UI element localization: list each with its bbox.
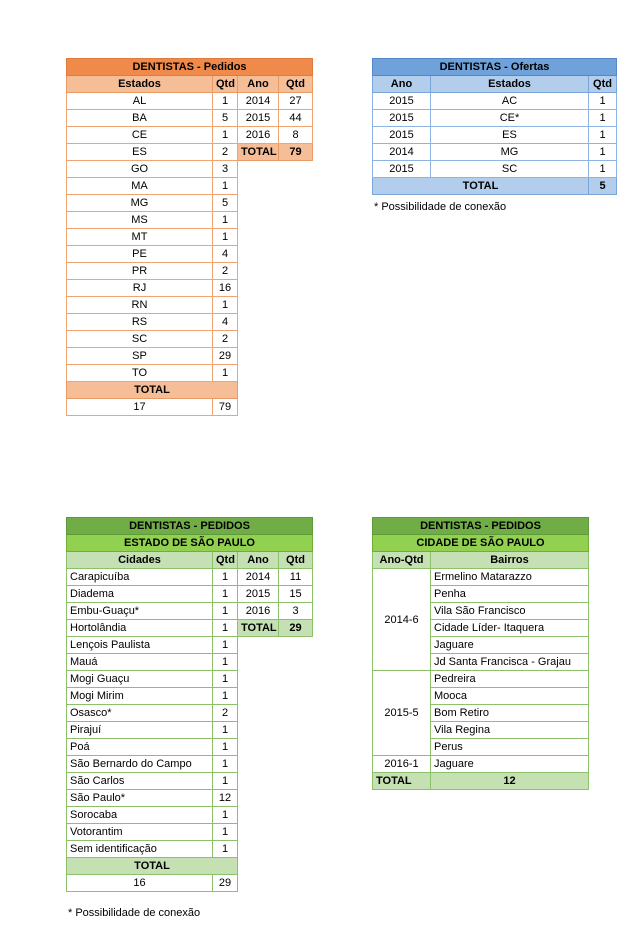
- empty-cell: [238, 178, 279, 195]
- ano-qtd-cell: 8: [279, 127, 313, 144]
- empty-cell: [279, 722, 313, 739]
- qtd-cell: 2: [213, 705, 238, 722]
- empty-cell: [279, 773, 313, 790]
- title-row: [373, 59, 617, 76]
- empty-cell: [279, 263, 313, 280]
- cidade-cell: Hortolândia: [67, 620, 213, 637]
- sp-cidade-table: [372, 517, 589, 790]
- ofertas-table: [372, 58, 617, 195]
- cidade-cell: Diadema: [67, 586, 213, 603]
- estado-cell: MT: [67, 229, 213, 246]
- table-title: DENTISTAS - PEDIDOS: [373, 518, 589, 535]
- empty-cell: [279, 382, 313, 399]
- table-row: [67, 365, 313, 382]
- total-row: [373, 178, 617, 195]
- cidade-cell: Carapicuíba: [67, 569, 213, 586]
- table-row: [67, 314, 313, 331]
- ano-cell: 2016: [238, 603, 279, 620]
- table-row: [67, 569, 313, 586]
- empty-cell: [238, 756, 279, 773]
- empty-cell: [238, 297, 279, 314]
- estado-cell: RS: [67, 314, 213, 331]
- empty-cell: [279, 229, 313, 246]
- qtd-cell: 2: [213, 144, 238, 161]
- empty-cell: [279, 365, 313, 382]
- empty-cell: [279, 280, 313, 297]
- empty-cell: [279, 824, 313, 841]
- estado-cell: ES: [431, 127, 589, 144]
- empty-cell: [279, 858, 313, 875]
- bairro-cell: Ermelino Matarazzo: [431, 569, 589, 586]
- empty-cell: [279, 212, 313, 229]
- ano-qtd-cell: 2016-1: [373, 756, 431, 773]
- table-row: [67, 790, 313, 807]
- cidade-cell: Mogi Guaçu: [67, 671, 213, 688]
- table-row: [67, 331, 313, 348]
- qtd-cell: 4: [213, 246, 238, 263]
- table-row: [67, 178, 313, 195]
- table-row: [373, 127, 617, 144]
- year-total-label: TOTAL: [238, 620, 279, 637]
- title-row: [67, 518, 313, 535]
- empty-cell: [238, 195, 279, 212]
- header-row: [373, 552, 589, 569]
- table-row: [67, 739, 313, 756]
- qtd-cell: 1: [589, 110, 617, 127]
- table-row: [373, 756, 589, 773]
- table-row: [373, 671, 589, 688]
- header-qtd-ano: Qtd: [279, 76, 313, 93]
- empty-cell: [279, 807, 313, 824]
- qtd-cell: 1: [213, 297, 238, 314]
- qtd-cell: 2: [213, 331, 238, 348]
- total-row: [373, 773, 589, 790]
- empty-cell: [279, 399, 313, 416]
- sp-estado-table: [66, 517, 313, 892]
- bairro-cell: Cidade Líder- Itaquera: [431, 620, 589, 637]
- cidade-cell: Sem identificação: [67, 841, 213, 858]
- empty-cell: [238, 331, 279, 348]
- empty-cell: [279, 637, 313, 654]
- sp-estado-footnote: * Possibilidade de conexão: [68, 907, 201, 919]
- table-row: [67, 807, 313, 824]
- table-row: [67, 671, 313, 688]
- ano-qtd-cell: 3: [279, 603, 313, 620]
- year-total-value: 79: [279, 144, 313, 161]
- estado-cell: MG: [431, 144, 589, 161]
- empty-cell: [238, 705, 279, 722]
- empty-cell: [238, 739, 279, 756]
- ano-qtd-cell: 11: [279, 569, 313, 586]
- cidade-cell: Votorantim: [67, 824, 213, 841]
- table-title: DENTISTAS - Pedidos: [67, 59, 313, 76]
- table-row: [67, 297, 313, 314]
- estado-cell: GO: [67, 161, 213, 178]
- empty-cell: [238, 263, 279, 280]
- table-row: [67, 620, 313, 637]
- table-row: [67, 603, 313, 620]
- empty-cell: [238, 212, 279, 229]
- table-row: [67, 773, 313, 790]
- ano-cell: 2014: [238, 93, 279, 110]
- estado-cell: MS: [67, 212, 213, 229]
- cidade-cell: São Paulo*: [67, 790, 213, 807]
- table-row: [67, 127, 313, 144]
- table-row: [67, 144, 313, 161]
- year-total-value: 29: [279, 620, 313, 637]
- bairro-cell: Perus: [431, 739, 589, 756]
- total-value: 12: [431, 773, 589, 790]
- estado-cell: RN: [67, 297, 213, 314]
- qtd-cell: 1: [213, 824, 238, 841]
- empty-cell: [238, 671, 279, 688]
- empty-cell: [238, 824, 279, 841]
- qtd-cell: 1: [213, 212, 238, 229]
- empty-cell: [279, 314, 313, 331]
- empty-cell: [279, 348, 313, 365]
- qtd-cell: 1: [213, 365, 238, 382]
- qtd-cell: 4: [213, 314, 238, 331]
- pedidos-table: [66, 58, 313, 416]
- subtitle-row: [67, 535, 313, 552]
- estado-cell: SC: [67, 331, 213, 348]
- header-qtd: Qtd: [589, 76, 617, 93]
- cidade-cell: Pirajuí: [67, 722, 213, 739]
- ofertas-footnote: * Possibilidade de conexão: [374, 201, 507, 213]
- table-row: [67, 722, 313, 739]
- table-row: [67, 93, 313, 110]
- table-row: [67, 246, 313, 263]
- qtd-cell: 1: [213, 620, 238, 637]
- table-row: [67, 586, 313, 603]
- empty-cell: [238, 773, 279, 790]
- header-ano-qtd: Ano-Qtd: [373, 552, 431, 569]
- table-title: DENTISTAS - Ofertas: [373, 59, 617, 76]
- empty-cell: [238, 229, 279, 246]
- total-label-row: [67, 382, 313, 399]
- qtd-cell: 1: [213, 229, 238, 246]
- qtd-cell: 3: [213, 161, 238, 178]
- estado-cell: AC: [431, 93, 589, 110]
- ano-cell: 2015: [238, 110, 279, 127]
- year-total-label: TOTAL: [238, 144, 279, 161]
- bairro-cell: Vila São Francisco: [431, 603, 589, 620]
- bairro-cell: Penha: [431, 586, 589, 603]
- total-cidades: 16: [67, 875, 213, 892]
- qtd-cell: 1: [213, 603, 238, 620]
- ano-cell: 2015: [373, 127, 431, 144]
- estado-cell: PR: [67, 263, 213, 280]
- table-row: [373, 144, 617, 161]
- empty-cell: [279, 739, 313, 756]
- header-qtd: Qtd: [213, 552, 238, 569]
- estado-cell: CE*: [431, 110, 589, 127]
- header-bairros: Bairros: [431, 552, 589, 569]
- table-row: [67, 756, 313, 773]
- cidade-cell: Osasco*: [67, 705, 213, 722]
- ano-cell: 2015: [373, 161, 431, 178]
- qtd-cell: 2: [213, 263, 238, 280]
- estado-cell: SC: [431, 161, 589, 178]
- total-value: 5: [589, 178, 617, 195]
- estado-cell: TO: [67, 365, 213, 382]
- table-row: [67, 195, 313, 212]
- table-row: [67, 161, 313, 178]
- header-qtd-ano: Qtd: [279, 552, 313, 569]
- total-estados: 17: [67, 399, 213, 416]
- table-row: [67, 841, 313, 858]
- total-qtd: 79: [213, 399, 238, 416]
- qtd-cell: 1: [213, 127, 238, 144]
- empty-cell: [238, 858, 279, 875]
- empty-cell: [238, 161, 279, 178]
- table-row: [67, 348, 313, 365]
- title-row: [373, 518, 589, 535]
- ano-cell: 2015: [373, 110, 431, 127]
- title-row: [67, 59, 313, 76]
- table-row: [373, 93, 617, 110]
- cidade-cell: Poá: [67, 739, 213, 756]
- bairro-cell: Jaguare: [431, 637, 589, 654]
- bairro-cell: Bom Retiro: [431, 705, 589, 722]
- table-title: DENTISTAS - PEDIDOS: [67, 518, 313, 535]
- ano-cell: 2015: [373, 93, 431, 110]
- table-row: [67, 110, 313, 127]
- total-row: [67, 399, 313, 416]
- ano-qtd-cell: 15: [279, 586, 313, 603]
- table-row: [67, 824, 313, 841]
- empty-cell: [279, 688, 313, 705]
- table-row: [67, 263, 313, 280]
- header-row: [67, 552, 313, 569]
- total-label-row: [67, 858, 313, 875]
- qtd-cell: 1: [589, 93, 617, 110]
- cidade-cell: Mauá: [67, 654, 213, 671]
- empty-cell: [279, 195, 313, 212]
- qtd-cell: 1: [213, 807, 238, 824]
- table-row: [67, 654, 313, 671]
- ano-qtd-cell: 2014-6: [373, 569, 431, 671]
- empty-cell: [279, 297, 313, 314]
- qtd-cell: 5: [213, 195, 238, 212]
- header-ano: Ano: [238, 76, 279, 93]
- cidade-cell: Mogi Mirim: [67, 688, 213, 705]
- empty-cell: [279, 331, 313, 348]
- estado-cell: MG: [67, 195, 213, 212]
- qtd-cell: 1: [213, 739, 238, 756]
- ano-qtd-cell: 27: [279, 93, 313, 110]
- empty-cell: [279, 671, 313, 688]
- table-row: [67, 637, 313, 654]
- bairro-cell: Mooca: [431, 688, 589, 705]
- empty-cell: [238, 688, 279, 705]
- table-row: [67, 212, 313, 229]
- empty-cell: [238, 280, 279, 297]
- empty-cell: [279, 178, 313, 195]
- header-estados: Estados: [67, 76, 213, 93]
- empty-cell: [238, 807, 279, 824]
- empty-cell: [238, 790, 279, 807]
- empty-cell: [238, 722, 279, 739]
- qtd-cell: 1: [213, 841, 238, 858]
- ano-qtd-cell: 2015-5: [373, 671, 431, 756]
- estado-cell: ES: [67, 144, 213, 161]
- ano-cell: 2015: [238, 586, 279, 603]
- qtd-cell: 1: [213, 569, 238, 586]
- estado-cell: SP: [67, 348, 213, 365]
- estado-cell: BA: [67, 110, 213, 127]
- header-ano: Ano: [238, 552, 279, 569]
- estado-cell: CE: [67, 127, 213, 144]
- total-label: TOTAL: [373, 178, 589, 195]
- ano-qtd-cell: 44: [279, 110, 313, 127]
- empty-cell: [238, 841, 279, 858]
- empty-cell: [279, 705, 313, 722]
- qtd-cell: 12: [213, 790, 238, 807]
- empty-cell: [279, 790, 313, 807]
- table-row: [67, 688, 313, 705]
- header-row: [67, 76, 313, 93]
- bairro-cell: Jd Santa Francisca - Grajau: [431, 654, 589, 671]
- qtd-cell: 16: [213, 280, 238, 297]
- total-qtd: 29: [213, 875, 238, 892]
- qtd-cell: 1: [589, 127, 617, 144]
- header-row: [373, 76, 617, 93]
- table-row: [373, 569, 589, 586]
- header-cidades: Cidades: [67, 552, 213, 569]
- cidade-cell: Sorocaba: [67, 807, 213, 824]
- empty-cell: [279, 161, 313, 178]
- total-row: [67, 875, 313, 892]
- ano-cell: 2016: [238, 127, 279, 144]
- empty-cell: [238, 382, 279, 399]
- estado-cell: MA: [67, 178, 213, 195]
- table-subtitle: CIDADE DE SÃO PAULO: [373, 535, 589, 552]
- qtd-cell: 1: [213, 756, 238, 773]
- empty-cell: [238, 314, 279, 331]
- header-estados: Estados: [431, 76, 589, 93]
- total-label: TOTAL: [373, 773, 431, 790]
- empty-cell: [238, 637, 279, 654]
- estado-cell: AL: [67, 93, 213, 110]
- estado-cell: PE: [67, 246, 213, 263]
- cidade-cell: Lençois Paulista: [67, 637, 213, 654]
- header-ano: Ano: [373, 76, 431, 93]
- qtd-cell: 1: [213, 637, 238, 654]
- cidade-cell: São Carlos: [67, 773, 213, 790]
- bairro-cell: Pedreira: [431, 671, 589, 688]
- qtd-cell: 1: [213, 654, 238, 671]
- table-subtitle: ESTADO DE SÃO PAULO: [67, 535, 313, 552]
- cidade-cell: Embu-Guaçu*: [67, 603, 213, 620]
- empty-cell: [279, 756, 313, 773]
- table-row: [67, 280, 313, 297]
- empty-cell: [279, 875, 313, 892]
- qtd-cell: 1: [589, 144, 617, 161]
- empty-cell: [279, 841, 313, 858]
- empty-cell: [238, 654, 279, 671]
- cidade-cell: São Bernardo do Campo: [67, 756, 213, 773]
- table-row: [373, 161, 617, 178]
- total-label: TOTAL: [67, 858, 238, 875]
- qtd-cell: 1: [213, 178, 238, 195]
- table-row: [373, 110, 617, 127]
- qtd-cell: 1: [213, 773, 238, 790]
- empty-cell: [238, 348, 279, 365]
- qtd-cell: 1: [213, 93, 238, 110]
- qtd-cell: 1: [213, 586, 238, 603]
- total-label: TOTAL: [67, 382, 238, 399]
- empty-cell: [238, 875, 279, 892]
- empty-cell: [238, 246, 279, 263]
- table-row: [67, 229, 313, 246]
- qtd-cell: 29: [213, 348, 238, 365]
- table-row: [67, 705, 313, 722]
- ano-cell: 2014: [238, 569, 279, 586]
- qtd-cell: 1: [589, 161, 617, 178]
- qtd-cell: 5: [213, 110, 238, 127]
- bairro-cell: Vila Regina: [431, 722, 589, 739]
- header-qtd: Qtd: [213, 76, 238, 93]
- qtd-cell: 1: [213, 688, 238, 705]
- bairro-cell: Jaguare: [431, 756, 589, 773]
- qtd-cell: 1: [213, 722, 238, 739]
- qtd-cell: 1: [213, 671, 238, 688]
- empty-cell: [238, 365, 279, 382]
- estado-cell: RJ: [67, 280, 213, 297]
- empty-cell: [238, 399, 279, 416]
- empty-cell: [279, 654, 313, 671]
- ano-cell: 2014: [373, 144, 431, 161]
- empty-cell: [279, 246, 313, 263]
- subtitle-row: [373, 535, 589, 552]
